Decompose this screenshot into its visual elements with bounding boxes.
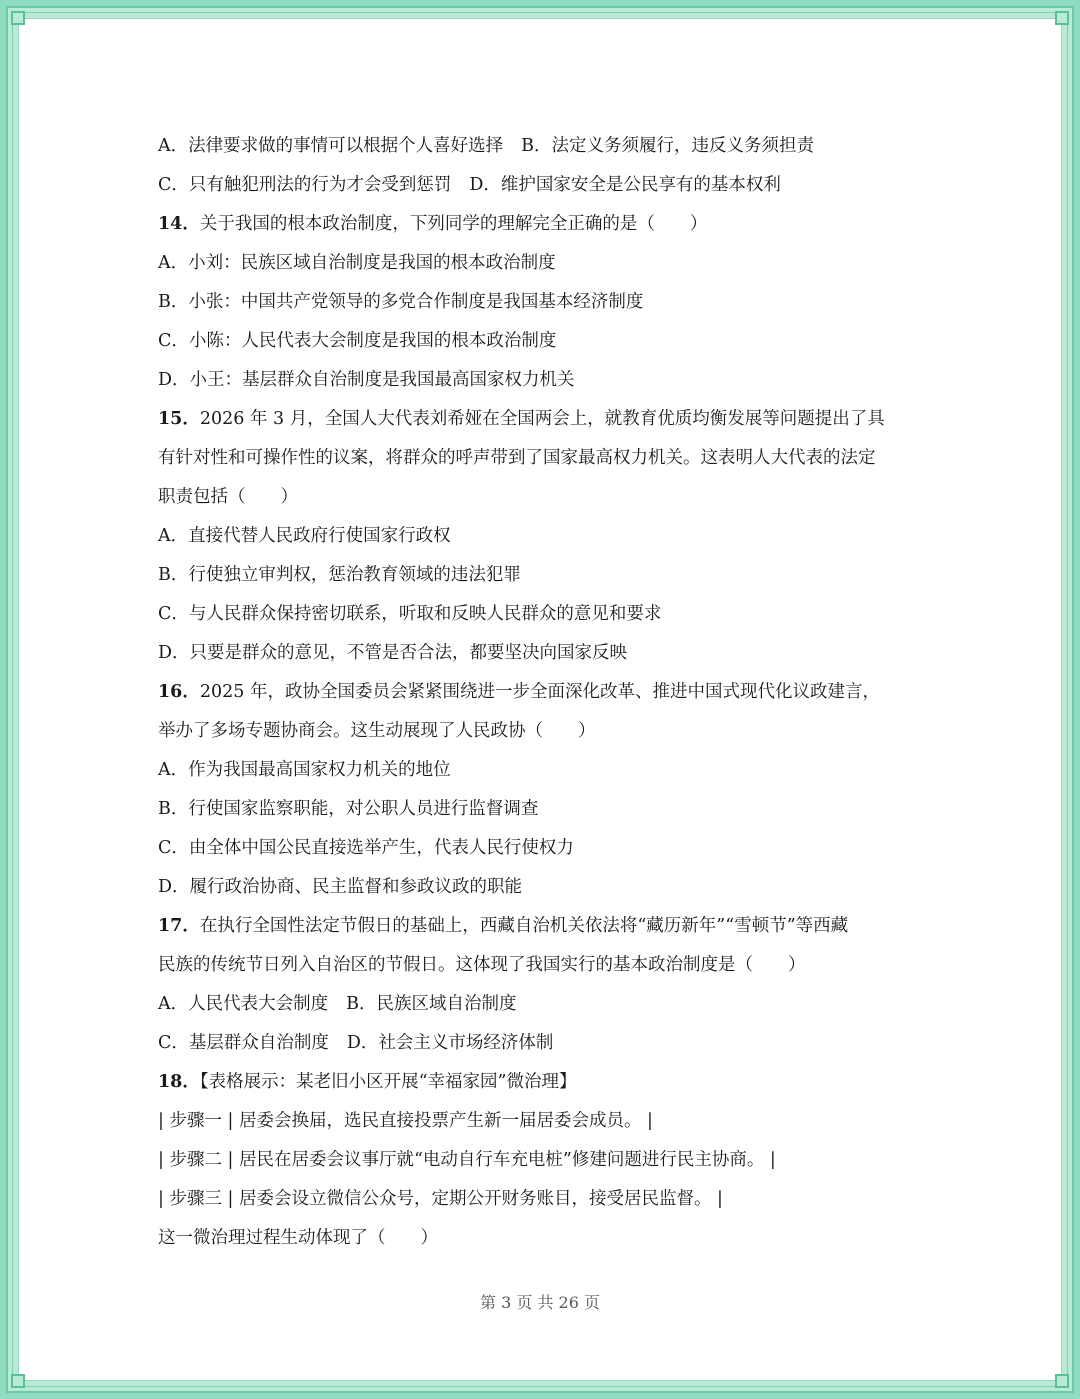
question-14 xyxy=(158,205,928,244)
corner-ornament xyxy=(11,1374,25,1388)
option-line: B．行使国家监察职能，对公职人员进行监督调查 xyxy=(158,799,539,819)
text-line: 职责包括（ ） xyxy=(158,487,298,507)
document-content xyxy=(158,127,928,1258)
option-row xyxy=(158,127,928,166)
question-17 xyxy=(158,907,928,946)
option-line: D．履行政治协商、民主监督和参政议政的职能 xyxy=(158,877,523,897)
question-text: 2025 年，政协全国委员会紧紧围绕进一步全面深化改革、推进中国式现代化议政建言， xyxy=(199,682,880,702)
question-text: 关于我国的根本政治制度，下列同学的理解完全正确的是（ ） xyxy=(199,214,708,234)
option-line: B．小张：中国共产党领导的多党合作制度是我国基本经济制度 xyxy=(158,292,644,312)
option-c: C．基层群众自治制度 xyxy=(158,1033,329,1053)
table-text-row: | 步骤一 | 居委会换届，选民直接投票产生新一届居委会成员。 | xyxy=(158,1111,653,1131)
question-text: 【表格展示：某老旧小区开展“幸福家园”微治理】 xyxy=(199,1072,577,1092)
option-line: C．小陈：人民代表大会制度是我国的根本政治制度 xyxy=(158,331,557,351)
question-number: 15． xyxy=(158,409,200,429)
option-d: D．社会主义市场经济体制 xyxy=(346,1033,554,1053)
option-line: C．与人民群众保持密切联系，听取和反映人民群众的意见和要求 xyxy=(158,604,662,624)
text-line: 民族的传统节日列入自治区的节假日。这体现了我国实行的基本政治制度是（ ） xyxy=(158,955,806,975)
corner-ornament xyxy=(1055,1374,1069,1388)
corner-ornament xyxy=(11,11,25,25)
question-number: 14． xyxy=(158,214,200,234)
option-c: C．只有触犯刑法的行为才会受到惩罚 xyxy=(158,175,452,195)
option-b: B．民族区域自治制度 xyxy=(346,994,517,1014)
question-text: 2026 年 3 月，全国人大代表刘希娅在全国两会上，就教育优质均衡发展等问题提出了具 xyxy=(199,409,885,429)
option-line: D．小王：基层群众自治制度是我国最高国家权力机关 xyxy=(158,370,575,390)
option-row xyxy=(158,166,928,205)
option-line: A．作为我国最高国家权力机关的地位 xyxy=(158,760,451,780)
option-a: A．人民代表大会制度 xyxy=(158,994,329,1014)
question-16 xyxy=(158,673,928,712)
option-row xyxy=(158,1024,928,1063)
text-line: 这一微治理过程生动体现了（ ） xyxy=(158,1228,438,1248)
option-line: D．只要是群众的意见，不管是否合法，都要坚决向国家反映 xyxy=(158,643,628,663)
option-a: A．法律要求做的事情可以根据个人喜好选择 xyxy=(158,136,504,156)
option-line: A．直接代替人民政府行使国家行政权 xyxy=(158,526,451,546)
question-number: 18． xyxy=(158,1072,200,1092)
option-line: B．行使独立审判权，惩治教育领域的违法犯罪 xyxy=(158,565,521,585)
question-18 xyxy=(158,1063,928,1102)
question-15 xyxy=(158,400,928,439)
option-row xyxy=(158,985,928,1024)
text-line: 有针对性和可操作性的议案，将群众的呼声带到了国家最高权力机关。这表明人大代表的法定 xyxy=(158,448,876,468)
corner-ornament xyxy=(1055,11,1069,25)
option-line: A．小刘：民族区域自治制度是我国的根本政治制度 xyxy=(158,253,556,273)
option-line: C．由全体中国公民直接选举产生，代表人民行使权力 xyxy=(158,838,574,858)
page-footer: 第 3 页 共 26 页 xyxy=(480,1293,600,1312)
text-line: 举办了多场专题协商会。这生动展现了人民政协（ ） xyxy=(158,721,596,741)
table-text-row: | 步骤二 | 居民在居委会议事厅就“电动自行车充电桩”修建问题进行民主协商。 | xyxy=(158,1150,776,1170)
question-number: 16． xyxy=(158,682,200,702)
option-d: D．维护国家安全是公民享有的基本权利 xyxy=(469,175,781,195)
table-text-row: | 步骤三 | 居委会设立微信公众号，定期公开财务账目，接受居民监督。 | xyxy=(158,1189,723,1209)
option-b: B．法定义务须履行，违反义务须担责 xyxy=(521,136,814,156)
question-text: 在执行全国性法定节假日的基础上，西藏自治机关依法将“藏历新年”“雪顿节”等西藏 xyxy=(199,916,849,936)
question-number: 17． xyxy=(158,916,200,936)
